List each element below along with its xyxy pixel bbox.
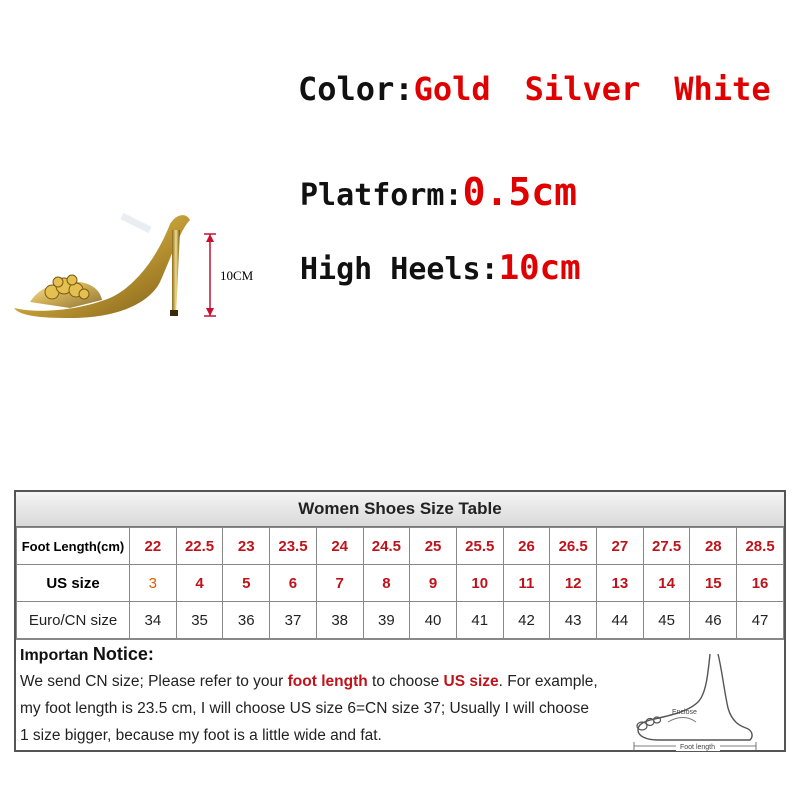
table-cell: 28.5: [737, 528, 784, 565]
table-cell: 22.5: [176, 528, 223, 565]
table-cell: 42: [503, 602, 550, 639]
table-cell: 5: [223, 565, 270, 602]
height-marker-label: 10CM: [220, 268, 254, 283]
table-cell: 43: [550, 602, 597, 639]
color-options: [298, 70, 771, 108]
table-cell: 23: [223, 528, 270, 565]
size-grid: [16, 527, 784, 639]
table-cell: 41: [456, 602, 503, 639]
table-cell: 10: [456, 565, 503, 602]
table-cell: 27.5: [643, 528, 690, 565]
platform-spec: [300, 170, 577, 214]
heels-value: 10cm: [498, 248, 581, 288]
heels-label: High Heels:: [300, 252, 499, 287]
notice-line-3: 1 size bigger, because my foot is a little wide and fat.: [20, 727, 382, 744]
table-cell: 4: [176, 565, 223, 602]
table-cell: 22: [130, 528, 177, 565]
row-label: Foot Length(cm): [17, 528, 130, 565]
table-row-us-size: [17, 565, 784, 602]
table-cell: 23.5: [270, 528, 317, 565]
table-cell: 39: [363, 602, 410, 639]
table-cell: 27: [597, 528, 644, 565]
table-cell: 44: [597, 602, 644, 639]
notice-highlight-us-size: US size: [443, 673, 499, 690]
table-cell: 37: [270, 602, 317, 639]
table-cell: 9: [410, 565, 457, 602]
table-cell: 47: [737, 602, 784, 639]
color-label: Color:: [298, 70, 414, 108]
table-cell: 26: [503, 528, 550, 565]
table-cell: 34: [130, 602, 177, 639]
color-option-gold: Gold: [413, 70, 491, 108]
table-cell: 25.5: [456, 528, 503, 565]
color-option-silver: Silver: [524, 70, 641, 108]
table-cell: 35: [176, 602, 223, 639]
table-cell: 38: [316, 602, 363, 639]
notice-text: [20, 668, 620, 749]
table-cell: 16: [737, 565, 784, 602]
table-cell: 36: [223, 602, 270, 639]
table-cell: 45: [643, 602, 690, 639]
platform-value: 0.5cm: [462, 170, 577, 214]
heel-height-marker: [200, 232, 220, 318]
notice-title-a: Importan: [20, 647, 89, 664]
table-cell: 3: [130, 565, 177, 602]
notice-text-segment: We send CN size; Please refer to your: [20, 673, 288, 690]
table-cell: 13: [597, 565, 644, 602]
notice-line-2: my foot length is 23.5 cm, I will choose US size 6=CN size 37; Usually I will choose: [20, 700, 589, 717]
notice-title: [20, 644, 154, 665]
table-cell: 26.5: [550, 528, 597, 565]
notice-title-b: Notice:: [92, 644, 154, 664]
table-cell: 11: [503, 565, 550, 602]
notice-text-segment: . For example,: [498, 673, 598, 690]
notice-highlight-foot-length: foot length: [287, 673, 368, 690]
important-notice: [16, 639, 784, 758]
table-row-euro-cn-size: [17, 602, 784, 639]
diagram-length-label: Foot length: [680, 744, 716, 751]
table-cell: 12: [550, 565, 597, 602]
table-cell: 40: [410, 602, 457, 639]
platform-label: Platform:: [300, 178, 463, 213]
table-cell: 8: [363, 565, 410, 602]
color-option-white: White: [674, 70, 771, 108]
table-cell: 14: [643, 565, 690, 602]
gold-sandal-image: [10, 190, 200, 320]
notice-line-1: [20, 668, 620, 695]
diagram-enclose-label: Enclose: [672, 709, 697, 716]
row-label: US size: [17, 565, 130, 602]
table-cell: 15: [690, 565, 737, 602]
table-cell: 24: [316, 528, 363, 565]
table-cell: 28: [690, 528, 737, 565]
table-cell: 24.5: [363, 528, 410, 565]
row-label: Euro/CN size: [17, 602, 130, 639]
table-row-foot-length: [17, 528, 784, 565]
table-cell: 7: [316, 565, 363, 602]
heel-height-spec: [300, 248, 581, 288]
notice-text-segment: to choose: [367, 673, 444, 690]
table-cell: 25: [410, 528, 457, 565]
size-table: [14, 490, 786, 752]
table-cell: 46: [690, 602, 737, 639]
table-cell: 6: [270, 565, 317, 602]
foot-measurement-diagram: [628, 650, 778, 754]
size-table-title: Women Shoes Size Table: [16, 492, 784, 527]
